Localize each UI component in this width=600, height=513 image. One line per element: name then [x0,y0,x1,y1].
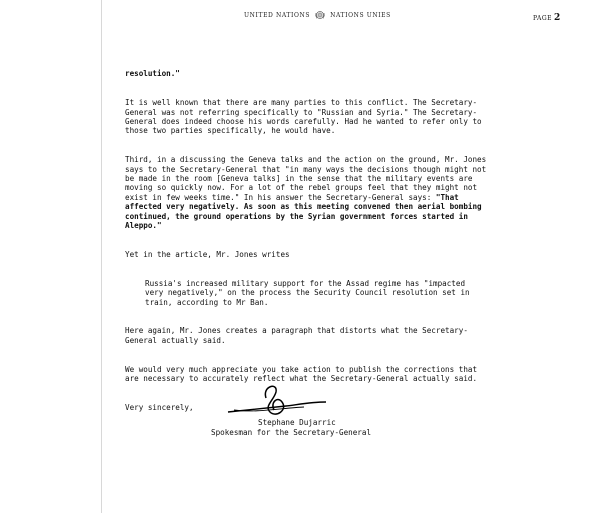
closing: Very sincerely, [125,402,194,412]
signatory-title: Spokesman for the Secretary-General [211,428,372,437]
page-number [533,13,561,23]
paragraph-resolution-end: resolution." [125,69,180,79]
un-emblem-icon [314,9,326,21]
paragraph-geneva [125,155,495,230]
paragraph-yet: Yet in the article, Mr. Jones writes [125,249,290,259]
paragraph-parties: It is well known that there are many parties to this conflict. The Secretary-General was not referring specifically to "Russian and Syria." The Secretary-General does indeed choose his words carefully. Had he wanted to refer only to those two parties specifically, he would have. [125,98,482,136]
page-label: PAGE [533,15,552,22]
handwritten-signature [226,380,346,422]
block-quote: Russia's increased military support for the Assad regime has "impacted very negatively," on the process the Security Council resolution set in train, according to Mr Ban. [145,278,470,307]
letter-body [125,60,495,432]
signatory-name: Stephane Dujarric [258,418,336,427]
page-number-value: 2 [554,13,561,23]
paragraph-geneva-bold-quote: "That affected very negatively. As soon as this meeting convened then aerial bombing continued, the ground operations by the Syrian government forces started in Aleppo." [125,192,482,231]
org-name-fr: NATIONS UNIES [330,11,391,19]
paragraph-request: We would very much appreciate you take action to publish the corrections that are necessary to accurately reflect what the Secretary-General actually said. [125,364,478,383]
org-name-en: UNITED NATIONS [244,11,311,19]
scan-edge-line [101,0,102,513]
letterhead [244,9,391,21]
paragraph-geneva-text: Third, in a discussing the Geneva talks and the action on the ground, Mr. Jones says to the Secretary-General that "in many ways the decisions though might not be made in the room [Geneva talks] in the sense that the military events are moving so quickly now. For a lot of the rebel groups feel that they might not exist in few weeks time." In his answer the Secretary-General says: [125,155,487,202]
paragraph-distorts: Here again, Mr. Jones creates a paragraph that distorts what the Secretary-General actually said. [125,326,468,345]
